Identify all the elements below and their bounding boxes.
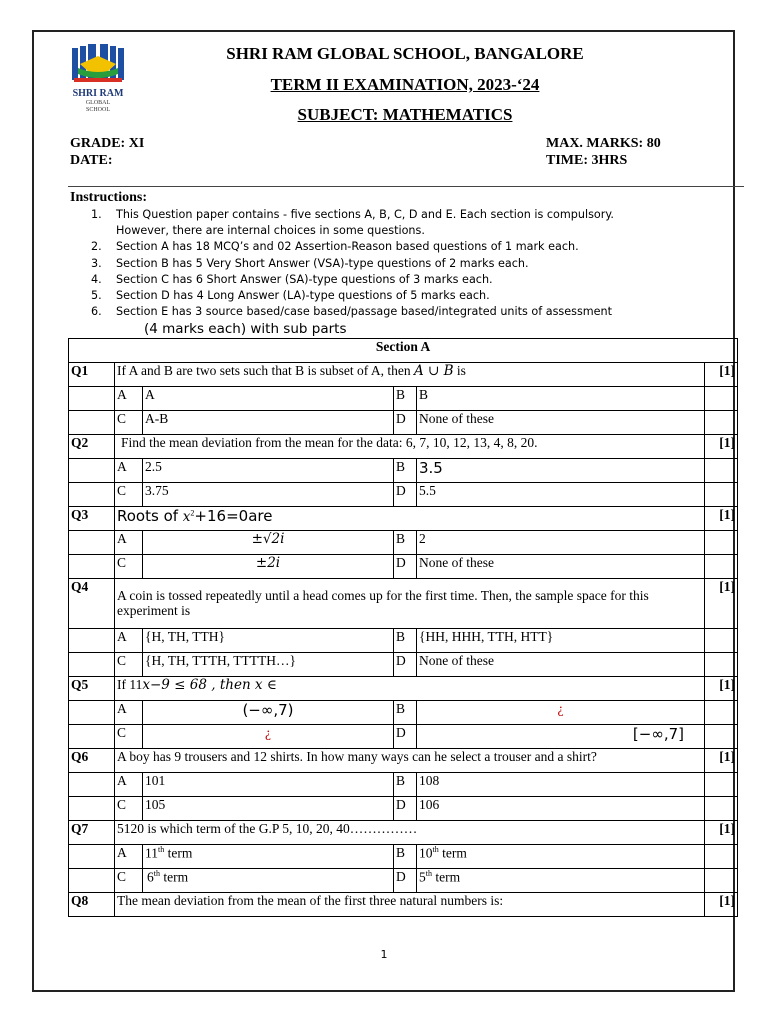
instruction-item (70, 272, 670, 288)
marks: [1] (705, 435, 738, 459)
option-row (69, 483, 738, 507)
question-number: Q7 (69, 821, 115, 845)
marks: [1] (705, 893, 738, 917)
question-number: Q3 (69, 507, 115, 531)
instruction-number: 2. (91, 240, 102, 254)
question-row (69, 749, 738, 773)
option-d: [−∞,7] (417, 725, 705, 749)
option-c: ¿ (143, 725, 394, 749)
option-a: 101 (143, 773, 394, 797)
question-row (69, 363, 738, 387)
option-a: (−∞,7) (143, 701, 394, 725)
option-row (69, 869, 738, 893)
question-row (69, 435, 738, 459)
logo-sub1: GLOBAL (85, 100, 111, 106)
option-row (69, 629, 738, 653)
option-row (69, 701, 738, 725)
question-text: The mean deviation from the mean of the first three natural numbers is: (115, 893, 705, 917)
option-letter: B (394, 387, 417, 411)
option-letter: A (115, 387, 143, 411)
option-letter: A (115, 459, 143, 483)
option-b: 3.5 (417, 459, 705, 483)
question-text: 5120 is which term of the G.P 5, 10, 20, 40…………… (115, 821, 705, 845)
option-a: ±√2i (143, 531, 394, 555)
option-d: None of these (417, 411, 705, 435)
question-row (69, 507, 738, 531)
instruction-number: 1. (91, 208, 102, 221)
option-a: A (143, 387, 394, 411)
option-letter: D (394, 797, 417, 821)
marks: [1] (705, 677, 738, 701)
option-letter: B (394, 773, 417, 797)
option-letter: A (115, 773, 143, 797)
option-letter: D (394, 555, 417, 579)
instruction-text: Section D has 4 Long Answer (LA)-type questions of 5 marks each. (116, 289, 490, 303)
instruction-item (70, 288, 670, 304)
option-letter: A (115, 629, 143, 653)
instruction-text: This Question paper contains - five sections A, B, C, D and E. Each section is compulsory. However, there are internal choices in some questions. (116, 208, 614, 238)
instruction-item (70, 239, 670, 255)
option-b: 2 (417, 531, 705, 555)
question-row (69, 821, 738, 845)
question-number: Q1 (69, 363, 115, 387)
subject-title: SUBJECT: MATHEMATICS (297, 105, 513, 124)
question-text: A coin is tossed repeatedly until a head comes up for the first time. Then, the sample space for this experiment is (115, 579, 705, 629)
option-a: 11th term (143, 845, 394, 869)
section-title: Section A (69, 339, 738, 363)
option-letter: A (115, 701, 143, 725)
question-text: A boy has 9 trousers and 12 shirts. In how many ways can he select a trouser and a shirt? (115, 749, 705, 773)
option-letter: A (115, 845, 143, 869)
option-letter: C (115, 869, 143, 893)
option-letter: B (394, 629, 417, 653)
instruction-text: Section E has 3 source based/case based/passage based/integrated units of assessment (116, 305, 613, 319)
option-row (69, 555, 738, 579)
option-b: B (417, 387, 705, 411)
option-letter: B (394, 459, 417, 483)
question-number: Q8 (69, 893, 115, 917)
option-letter: C (115, 555, 143, 579)
option-letter: C (115, 725, 143, 749)
option-b: 108 (417, 773, 705, 797)
option-row (69, 725, 738, 749)
question-table (68, 338, 738, 917)
question-text: If 11x−9 ≤ 68 , then x ∈ (115, 677, 705, 701)
option-c: 105 (143, 797, 394, 821)
option-d: 5.5 (417, 483, 705, 507)
option-c: {H, TH, TTTH, TTTTH…} (143, 653, 394, 677)
exam-title: TERM II EXAMINATION, 2023-‘24 (270, 75, 540, 94)
instruction-number: 5. (91, 289, 102, 303)
school-name: SHRI RAM GLOBAL SCHOOL, BANGALORE (226, 44, 584, 63)
option-b: ¿ (417, 701, 705, 725)
instruction-number: 6. (91, 305, 102, 319)
question-number: Q2 (69, 435, 115, 459)
option-row (69, 459, 738, 483)
date-label: DATE: (70, 153, 113, 168)
option-letter: D (394, 411, 417, 435)
marks: [1] (705, 749, 738, 773)
option-letter: A (115, 531, 143, 555)
option-d: None of these (417, 653, 705, 677)
divider (68, 186, 744, 187)
option-letter: D (394, 653, 417, 677)
option-c: ±2i (143, 555, 394, 579)
option-letter: B (394, 701, 417, 725)
option-row (69, 653, 738, 677)
option-letter: D (394, 725, 417, 749)
instructions-list (70, 207, 670, 320)
option-d: 106 (417, 797, 705, 821)
option-c: A-B (143, 411, 394, 435)
option-row (69, 773, 738, 797)
school-logo (66, 44, 130, 126)
question-text: Find the mean deviation from the mean for the data: 6, 7, 10, 12, 13, 4, 8, 20. (115, 435, 705, 459)
option-letter: B (394, 531, 417, 555)
question-text: Roots of $x^2+16=0are$ (115, 507, 705, 531)
option-d: None of these (417, 555, 705, 579)
question-number: Q4 (69, 579, 115, 629)
instruction-text: Section B has 5 Very Short Answer (VSA)-type questions of 2 marks each. (116, 256, 529, 270)
logo-sub2: SCHOOL (85, 107, 111, 113)
instruction-item (70, 207, 670, 239)
max-marks-label: MAX. MARKS: 80 (546, 136, 661, 151)
marks: [1] (705, 363, 738, 387)
grade-label: GRADE: XI (70, 136, 145, 151)
marks: [1] (705, 579, 738, 629)
logo-text: SHRI RAM (72, 88, 124, 99)
option-row (69, 531, 738, 555)
option-a: 2.5 (143, 459, 394, 483)
option-a: {H, TH, TTH} (143, 629, 394, 653)
instruction-continuation: (4 marks each) with sub parts (144, 321, 347, 337)
option-letter: D (394, 483, 417, 507)
question-number: Q6 (69, 749, 115, 773)
question-text: If A and B are two sets such that B is subset of A, then A ∪ B is (115, 363, 705, 387)
option-row (69, 797, 738, 821)
page-number: 1 (380, 948, 388, 961)
marks: [1] (705, 821, 738, 845)
question-row (69, 893, 738, 917)
question-row (69, 677, 738, 701)
option-letter: C (115, 653, 143, 677)
option-c: 3.75 (143, 483, 394, 507)
instruction-item (70, 256, 670, 272)
instruction-number: 4. (91, 272, 102, 286)
instruction-text: Section A has 18 MCQ’s and 02 Assertion-Reason based questions of 1 mark each. (116, 240, 579, 254)
option-letter: B (394, 845, 417, 869)
option-letter: C (115, 411, 143, 435)
instruction-text: Section C has 6 Short Answer (SA)-type questions of 3 marks each. (116, 272, 493, 286)
option-b: 10th term (417, 845, 705, 869)
question-number: Q5 (69, 677, 115, 701)
time-label: TIME: 3HRS (546, 153, 628, 168)
option-d: 5th term (417, 869, 705, 893)
instruction-number: 3. (91, 256, 102, 270)
option-letter: C (115, 483, 143, 507)
option-letter: C (115, 797, 143, 821)
option-row (69, 845, 738, 869)
option-letter: D (394, 869, 417, 893)
option-b: {HH, HHH, TTH, HTT} (417, 629, 705, 653)
instructions-title: Instructions: (70, 190, 148, 205)
instruction-item (70, 304, 670, 320)
marks: [1] (705, 507, 738, 531)
question-row (69, 579, 738, 629)
option-row (69, 387, 738, 411)
option-c: 6th term (143, 869, 394, 893)
option-row (69, 411, 738, 435)
